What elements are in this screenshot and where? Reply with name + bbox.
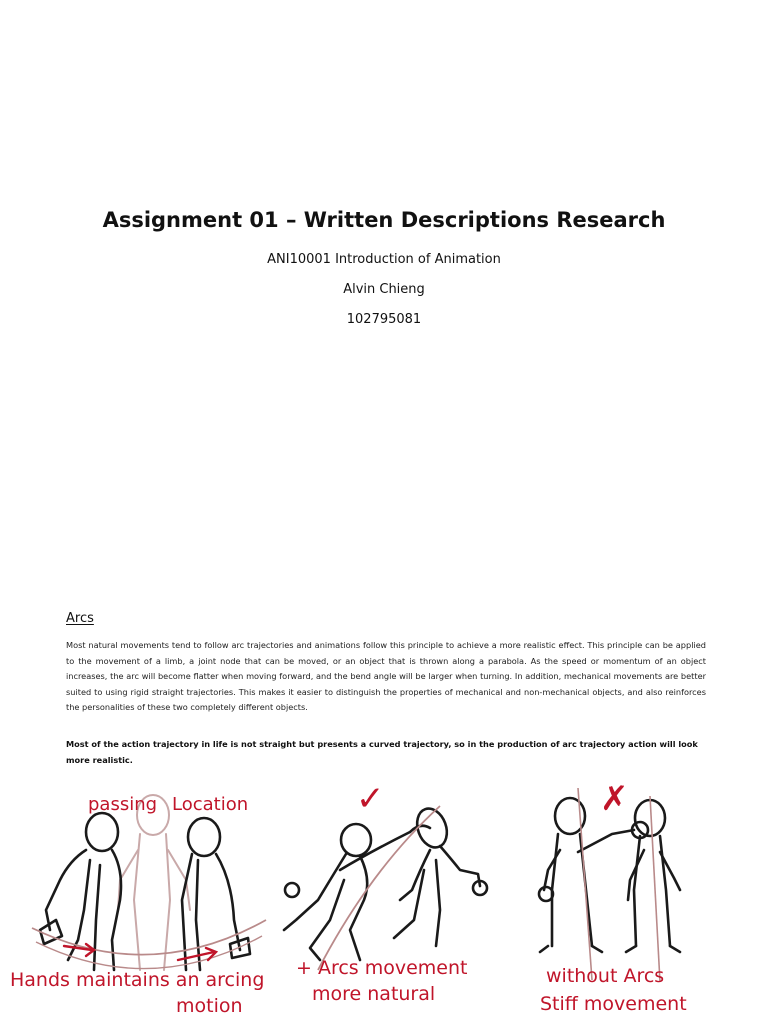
- sketch-middle-figures: [284, 804, 487, 960]
- left-caption-line2: motion: [176, 995, 243, 1017]
- document-title: Assignment 01 – Written Descriptions Research: [102, 208, 666, 232]
- label-passing: passing: [88, 794, 158, 815]
- check-mark-icon: ✓: [356, 779, 385, 819]
- right-caption-line1: without Arcs: [546, 965, 665, 987]
- arcs-sketch-illustration: [0, 770, 768, 1024]
- course-name: ANI10001 Introduction of Animation: [267, 252, 501, 267]
- middle-caption-line2: more natural: [312, 983, 436, 1005]
- author-name: Alvin Chieng: [343, 282, 425, 297]
- cross-mark-icon: ✗: [600, 779, 629, 819]
- sketch-right-figures: [539, 798, 680, 952]
- left-caption-line1: Hands maintains an arcing: [10, 969, 265, 991]
- section-highlight: Most of the action trajectory in life is not straight but presents a curved trajectory, so in the production of arc trajectory action will look more realistic.: [66, 739, 698, 765]
- straight-trajectory-line: [650, 796, 660, 982]
- section-heading: Arcs: [66, 611, 94, 626]
- middle-caption-line1: + Arcs movement: [296, 957, 468, 979]
- student-id: 102795081: [346, 312, 422, 327]
- right-caption-line2: Stiff movement: [540, 993, 687, 1015]
- label-location: Location: [172, 794, 249, 815]
- section-body: Most natural movements tend to follow arc trajectories and animations follow this principle to achieve a more realistic effect. This principle can be applied to the movement of a limb, a joint node that can be moved, or an object that is thrown along a parabola. As the speed or momentum of an object increases, the arc will become flatter when moving forward, and the bend angle will be larger when turning. In addition, mechanical movements are better suited to using rigid straight trajectories. This makes it easier to distinguish the properties of mechanical and non-mechanical objects, and also reinforces the personalities of these two completely different objects.: [66, 640, 706, 713]
